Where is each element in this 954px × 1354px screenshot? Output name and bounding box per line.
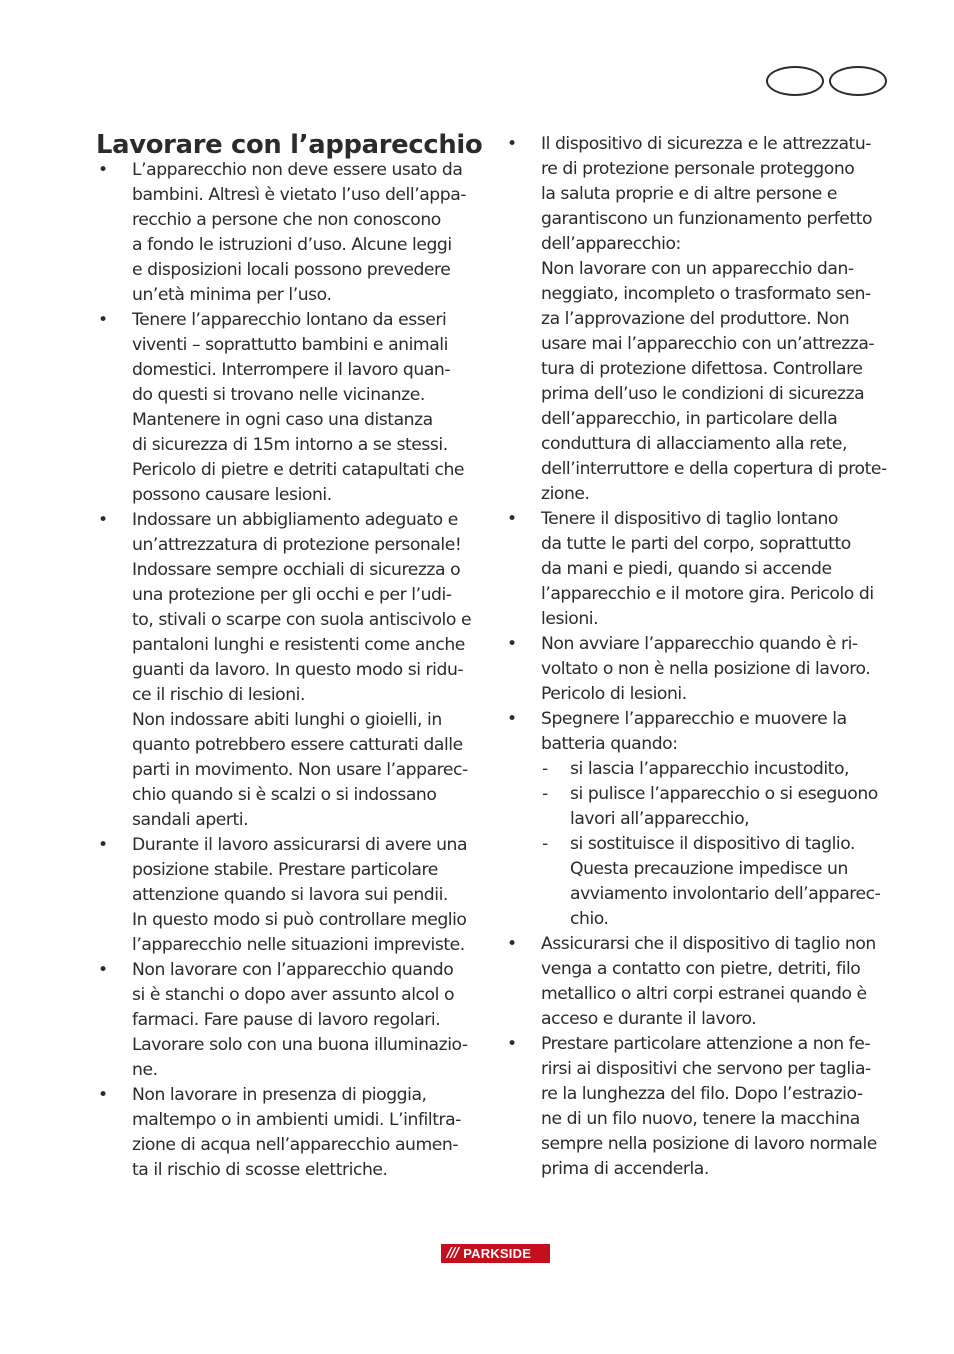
text-line: • Indossare un abbigliamento adeguato e (132, 510, 458, 530)
text-line: to, stivali o scarpe con suola antiscivolo e (132, 610, 472, 630)
text-line: rirsi ai dispositivi che servono per taglia- (541, 1059, 871, 1079)
text-line: • Assicurarsi che il dispositivo di taglio non (541, 934, 876, 954)
text-line: prima dell’uso le condizioni di sicurezza (541, 384, 865, 404)
text-line: do questi si trovano nelle vicinanze. (132, 385, 425, 405)
text-line: • Non lavorare in presenza di pioggia, (132, 1085, 427, 1105)
bullet-item (505, 932, 900, 1032)
text-line: sempre nella posizione di lavoro normale (541, 1134, 877, 1154)
text-line: sandali aperti. (132, 810, 249, 830)
left-column (96, 132, 486, 1183)
text-line: maltempo o in ambienti umidi. L’infiltra- (132, 1110, 461, 1130)
text-line: chio. (570, 909, 609, 929)
text-line: ce il rischio di lesioni. (132, 685, 306, 705)
text-line: • Prestare particolare attenzione a non fe- (541, 1034, 871, 1054)
text-line: e disposizioni locali possono prevedere (132, 260, 451, 280)
bullet-item (505, 632, 900, 707)
left-bullet-list (96, 158, 486, 1183)
text-line: neggiato, incompleto o trasformato sen- (541, 284, 871, 304)
bullet-item (96, 1083, 486, 1183)
text-line: re la lunghezza del filo. Dopo l’estrazio- (541, 1084, 863, 1104)
text-line: re di protezione personale proteggono (541, 159, 855, 179)
text-line: garantiscono un funzionamento perfetto (541, 209, 873, 229)
text-line: usare mai l’apparecchio con un’attrezza- (541, 334, 875, 354)
text-line: - si lascia l’apparecchio incustodito, (570, 759, 850, 779)
text-line: • Il dispositivo di sicurezza e le attrezzatu- (541, 134, 872, 154)
text-line: Pericolo di lesioni. (541, 684, 687, 704)
text-line: recchio a persone che non conoscono (132, 210, 441, 230)
text-line: attenzione quando si lavora sui pendii. (132, 885, 448, 905)
language-badge-right (829, 66, 887, 96)
text-line: acceso e durante il lavoro. (541, 1009, 757, 1029)
text-line: conduttura di allacciamento alla rete, (541, 434, 848, 454)
text-line: za l’approvazione del produttore. Non (541, 309, 850, 329)
text-line: pantaloni lunghi e resistenti come anche (132, 635, 465, 655)
text-line: - si pulisce l’apparecchio o si eseguono (570, 784, 878, 804)
text-line: zione. (541, 484, 590, 504)
text-line: • Spegnere l’apparecchio e muovere la (541, 709, 847, 729)
text-line: ne di un filo nuovo, tenere la macchina (541, 1109, 860, 1129)
text-line: voltato o non è nella posizione di lavoro. (541, 659, 871, 679)
text-line: Indossare sempre occhiali di sicurezza o (132, 560, 461, 580)
bullet-item (96, 158, 486, 308)
text-line: • Durante il lavoro assicurarsi di avere una (132, 835, 468, 855)
text-line: • Tenere il dispositivo di taglio lontano (541, 509, 838, 529)
text-line: zione di acqua nell’apparecchio aumen- (132, 1135, 459, 1155)
text-line: posizione stabile. Prestare particolare (132, 860, 438, 880)
right-column (505, 132, 900, 1182)
text-line: di sicurezza di 15m intorno a se stessi. (132, 435, 448, 455)
text-line: Non indossare abiti lunghi o gioielli, in (132, 710, 442, 730)
bullet-item (505, 707, 900, 932)
bullet-item (96, 958, 486, 1083)
text-line: da mani e piedi, quando si accende (541, 559, 832, 579)
text-line: In questo modo si può controllare meglio (132, 910, 467, 930)
logo-stripes-icon: /// (447, 1246, 459, 1261)
text-line: farmaci. Fare pause di lavoro regolari. (132, 1010, 441, 1030)
bullet-item (505, 132, 900, 507)
language-badges (766, 66, 892, 96)
text-line: Lavorare solo con una buona illuminazio- (132, 1035, 468, 1055)
text-line: una protezione per gli occhi e per l’udi- (132, 585, 452, 605)
text-line: • L’apparecchio non deve essere usato da (132, 160, 463, 180)
text-line: ne. (132, 1060, 158, 1080)
language-badge-left (766, 66, 824, 96)
bullet-item (505, 507, 900, 632)
text-line: guanti da lavoro. In questo modo si ridu- (132, 660, 464, 680)
text-line: tura di protezione difettosa. Controllare (541, 359, 863, 379)
text-line: • Tenere l’apparecchio lontano da esseri (132, 310, 447, 330)
bullet-item (96, 308, 486, 508)
text-line: dell’interruttore e della copertura di prote- (541, 459, 887, 479)
text-line: dell’apparecchio: (541, 234, 681, 254)
text-line: lavori all’apparecchio, (570, 809, 750, 829)
bullet-item (505, 1032, 900, 1182)
text-line: si è stanchi o dopo aver assunto alcol o (132, 985, 455, 1005)
bullet-item (96, 833, 486, 958)
text-line: un’attrezzatura di protezione personale! (132, 535, 462, 555)
text-line: viventi – soprattutto bambini e animali (132, 335, 448, 355)
text-line: chio quando si è scalzi o si indossano (132, 785, 437, 805)
text-line: lesioni. (541, 609, 599, 629)
text-line: avviamento involontario dell’apparec- (570, 884, 881, 904)
right-bullet-list (505, 132, 900, 1182)
text-line: la saluta proprie e di altre persone e (541, 184, 837, 204)
dash-item (541, 782, 900, 832)
text-line: un’età minima per l’uso. (132, 285, 332, 305)
text-line: • Non lavorare con l’apparecchio quando (132, 960, 454, 980)
logo-text: PARKSIDE (463, 1246, 532, 1261)
text-line: Questa precauzione impedisce un (570, 859, 848, 879)
text-line: Non lavorare con un apparecchio dan- (541, 259, 854, 279)
text-line: venga a contatto con pietre, detriti, filo (541, 959, 861, 979)
text-line: batteria quando: (541, 734, 678, 754)
text-line: • Non avviare l’apparecchio quando è ri- (541, 634, 858, 654)
dash-item (541, 832, 900, 932)
text-line: metallico o altri corpi estranei quando è (541, 984, 867, 1004)
text-line: Pericolo di pietre e detriti catapultati che (132, 460, 465, 480)
text-line: l’apparecchio nelle situazioni impreviste. (132, 935, 465, 955)
text-line: possono causare lesioni. (132, 485, 332, 505)
text-line: parti in movimento. Non usare l’apparec- (132, 760, 468, 780)
text-line: prima di accenderla. (541, 1159, 709, 1179)
parkside-logo (441, 1244, 550, 1263)
text-line: - si sostituisce il dispositivo di taglio. (570, 834, 856, 854)
text-line: ta il rischio di scosse elettriche. (132, 1160, 388, 1180)
text-line: a fondo le istruzioni d’uso. Alcune leggi (132, 235, 452, 255)
dash-sublist (541, 757, 900, 932)
text-line: bambini. Altresì è vietato l’uso dell’appa- (132, 185, 467, 205)
text-line: dell’apparecchio, in particolare della (541, 409, 838, 429)
text-line: l’apparecchio e il motore gira. Pericolo di (541, 584, 874, 604)
dash-item (541, 757, 900, 782)
text-line: da tutte le parti del corpo, soprattutto (541, 534, 851, 554)
bullet-item (96, 508, 486, 833)
text-line: quanto potrebbero essere catturati dalle (132, 735, 463, 755)
text-line: Mantenere in ogni caso una distanza (132, 410, 433, 430)
section-heading: Lavorare con l’apparecchio (96, 130, 483, 160)
text-line: domestici. Interrompere il lavoro quan- (132, 360, 451, 380)
